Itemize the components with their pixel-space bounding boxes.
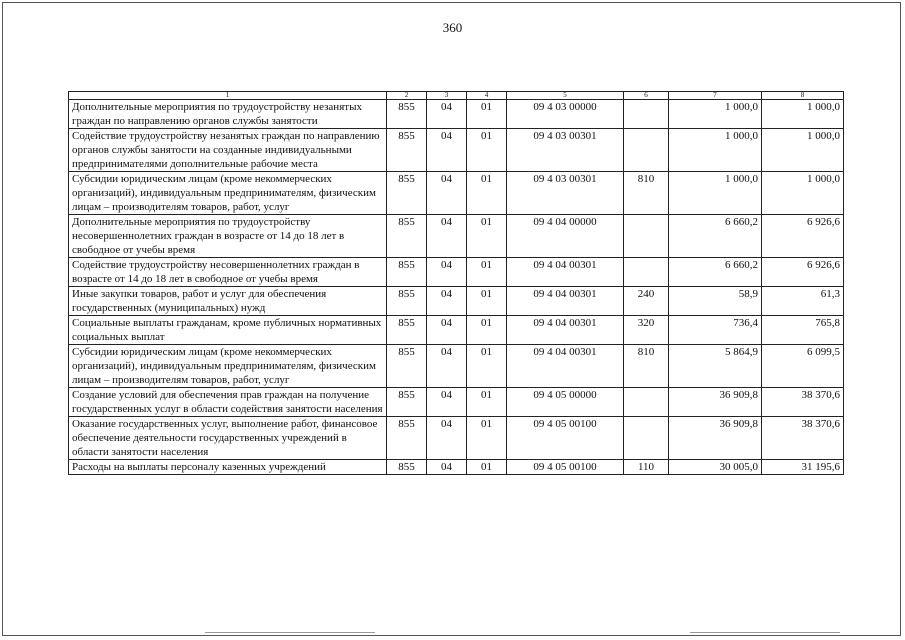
cell-ministry-code: 855: [387, 100, 427, 129]
cell-section: 04: [427, 287, 467, 316]
cell-amount-year2: 6 926,6: [762, 215, 844, 258]
cell-amount-year1: 1 000,0: [669, 100, 762, 129]
cell-subsection: 01: [467, 215, 507, 258]
cell-amount-year2: 31 195,6: [762, 460, 844, 475]
cell-amount-year2: 61,3: [762, 287, 844, 316]
cell-expense-type: 320: [624, 316, 669, 345]
cell-subsection: 01: [467, 100, 507, 129]
cell-section: 04: [427, 388, 467, 417]
column-number-6: 6: [624, 92, 669, 100]
cell-name: Субсидии юридическим лицам (кроме некоммерческих организаций), индивидуальным предпринимателям, физическим лицам – производителям товаров, работ, услуг: [69, 172, 387, 215]
cell-target-article: 09 4 03 00301: [507, 129, 624, 172]
cell-amount-year1: 36 909,8: [669, 388, 762, 417]
cell-amount-year1: 6 660,2: [669, 258, 762, 287]
cell-section: 04: [427, 345, 467, 388]
cell-expense-type: [624, 258, 669, 287]
table-row: [69, 345, 844, 388]
cell-section: 04: [427, 100, 467, 129]
cell-subsection: 01: [467, 172, 507, 215]
cell-amount-year1: 1 000,0: [669, 129, 762, 172]
cell-target-article: 09 4 04 00301: [507, 287, 624, 316]
table-body: [69, 100, 844, 475]
column-number-5: 5: [507, 92, 624, 100]
column-number-row: [69, 92, 844, 100]
cell-amount-year1: 36 909,8: [669, 417, 762, 460]
cell-target-article: 09 4 04 00000: [507, 215, 624, 258]
cell-amount-year1: 5 864,9: [669, 345, 762, 388]
cell-target-article: 09 4 04 00301: [507, 258, 624, 287]
cell-amount-year2: 1 000,0: [762, 100, 844, 129]
cell-target-article: 09 4 05 00000: [507, 388, 624, 417]
cell-subsection: 01: [467, 287, 507, 316]
cell-name: Содействие трудоустройству несовершеннолетних граждан в возрасте от 14 до 18 лет в свободное от учебы время: [69, 258, 387, 287]
budget-table: [68, 91, 844, 475]
cell-name: Расходы на выплаты персоналу казенных учреждений: [69, 460, 387, 475]
cell-subsection: 01: [467, 460, 507, 475]
cell-amount-year2: 38 370,6: [762, 388, 844, 417]
cell-name: Субсидии юридическим лицам (кроме некоммерческих организаций), индивидуальным предпринимателям, физическим лицам – производителям товаров, работ, услуг: [69, 345, 387, 388]
cell-section: 04: [427, 172, 467, 215]
table-row: [69, 316, 844, 345]
cell-amount-year1: 6 660,2: [669, 215, 762, 258]
cell-expense-type: [624, 417, 669, 460]
cell-amount-year2: 38 370,6: [762, 417, 844, 460]
table-row: [69, 258, 844, 287]
column-number-1: 1: [69, 92, 387, 100]
cell-expense-type: [624, 388, 669, 417]
cell-ministry-code: 855: [387, 460, 427, 475]
cell-ministry-code: 855: [387, 215, 427, 258]
cell-name: Дополнительные мероприятия по трудоустройству несовершеннолетних граждан в возрасте от 14 до 18 лет в свободное от учебы время: [69, 215, 387, 258]
column-number-2: 2: [387, 92, 427, 100]
table-row: [69, 129, 844, 172]
cell-subsection: 01: [467, 417, 507, 460]
cell-subsection: 01: [467, 388, 507, 417]
bottom-scan-line: [690, 632, 840, 633]
column-number-7: 7: [669, 92, 762, 100]
cell-target-article: 09 4 04 00301: [507, 345, 624, 388]
cell-name: Оказание государственных услуг, выполнение работ, финансовое обеспечение деятельности государственных учреждений в области занятости населения: [69, 417, 387, 460]
cell-expense-type: 810: [624, 345, 669, 388]
cell-subsection: 01: [467, 258, 507, 287]
cell-name: Иные закупки товаров, работ и услуг для обеспечения государственных (муниципальных) нужд: [69, 287, 387, 316]
cell-target-article: 09 4 03 00000: [507, 100, 624, 129]
cell-name: Дополнительные мероприятия по трудоустройству незанятых граждан по направлению органов службы занятости: [69, 100, 387, 129]
cell-ministry-code: 855: [387, 258, 427, 287]
table-row: [69, 215, 844, 258]
cell-amount-year1: 30 005,0: [669, 460, 762, 475]
page-number: 360: [442, 20, 463, 35]
cell-amount-year1: 1 000,0: [669, 172, 762, 215]
cell-ministry-code: 855: [387, 345, 427, 388]
table-row: [69, 100, 844, 129]
column-number-3: 3: [427, 92, 467, 100]
cell-expense-type: [624, 129, 669, 172]
cell-amount-year2: 1 000,0: [762, 129, 844, 172]
cell-ministry-code: 855: [387, 388, 427, 417]
cell-section: 04: [427, 215, 467, 258]
cell-target-article: 09 4 05 00100: [507, 460, 624, 475]
cell-section: 04: [427, 316, 467, 345]
cell-section: 04: [427, 258, 467, 287]
table-header: [69, 92, 844, 100]
cell-subsection: 01: [467, 345, 507, 388]
table-row: [69, 287, 844, 316]
cell-ministry-code: 855: [387, 417, 427, 460]
cell-name: Социальные выплаты гражданам, кроме публичных нормативных социальных выплат: [69, 316, 387, 345]
cell-ministry-code: 855: [387, 172, 427, 215]
column-number-8: 8: [762, 92, 844, 100]
cell-amount-year2: 6 099,5: [762, 345, 844, 388]
cell-amount-year1: 736,4: [669, 316, 762, 345]
cell-section: 04: [427, 129, 467, 172]
cell-section: 04: [427, 417, 467, 460]
cell-amount-year1: 58,9: [669, 287, 762, 316]
cell-ministry-code: 855: [387, 129, 427, 172]
table-row: [69, 172, 844, 215]
cell-target-article: 09 4 03 00301: [507, 172, 624, 215]
cell-expense-type: [624, 100, 669, 129]
column-number-4: 4: [467, 92, 507, 100]
table-row: [69, 388, 844, 417]
cell-amount-year2: 6 926,6: [762, 258, 844, 287]
cell-amount-year2: 765,8: [762, 316, 844, 345]
cell-target-article: 09 4 04 00301: [507, 316, 624, 345]
cell-subsection: 01: [467, 129, 507, 172]
cell-name: Содействие трудоустройству незанятых граждан по направлению органов службы занятости на созданные индивидуальными предпринимателями дополнительные рабочие места: [69, 129, 387, 172]
cell-expense-type: [624, 215, 669, 258]
bottom-scan-line: [205, 632, 375, 633]
cell-ministry-code: 855: [387, 287, 427, 316]
table-row: [69, 417, 844, 460]
cell-name: Создание условий для обеспечения прав граждан на получение государственных услуг в области содействия занятости населения: [69, 388, 387, 417]
cell-amount-year2: 1 000,0: [762, 172, 844, 215]
cell-ministry-code: 855: [387, 316, 427, 345]
cell-target-article: 09 4 05 00100: [507, 417, 624, 460]
table-row: [69, 460, 844, 475]
cell-section: 04: [427, 460, 467, 475]
cell-expense-type: 110: [624, 460, 669, 475]
cell-subsection: 01: [467, 316, 507, 345]
cell-expense-type: 240: [624, 287, 669, 316]
cell-expense-type: 810: [624, 172, 669, 215]
